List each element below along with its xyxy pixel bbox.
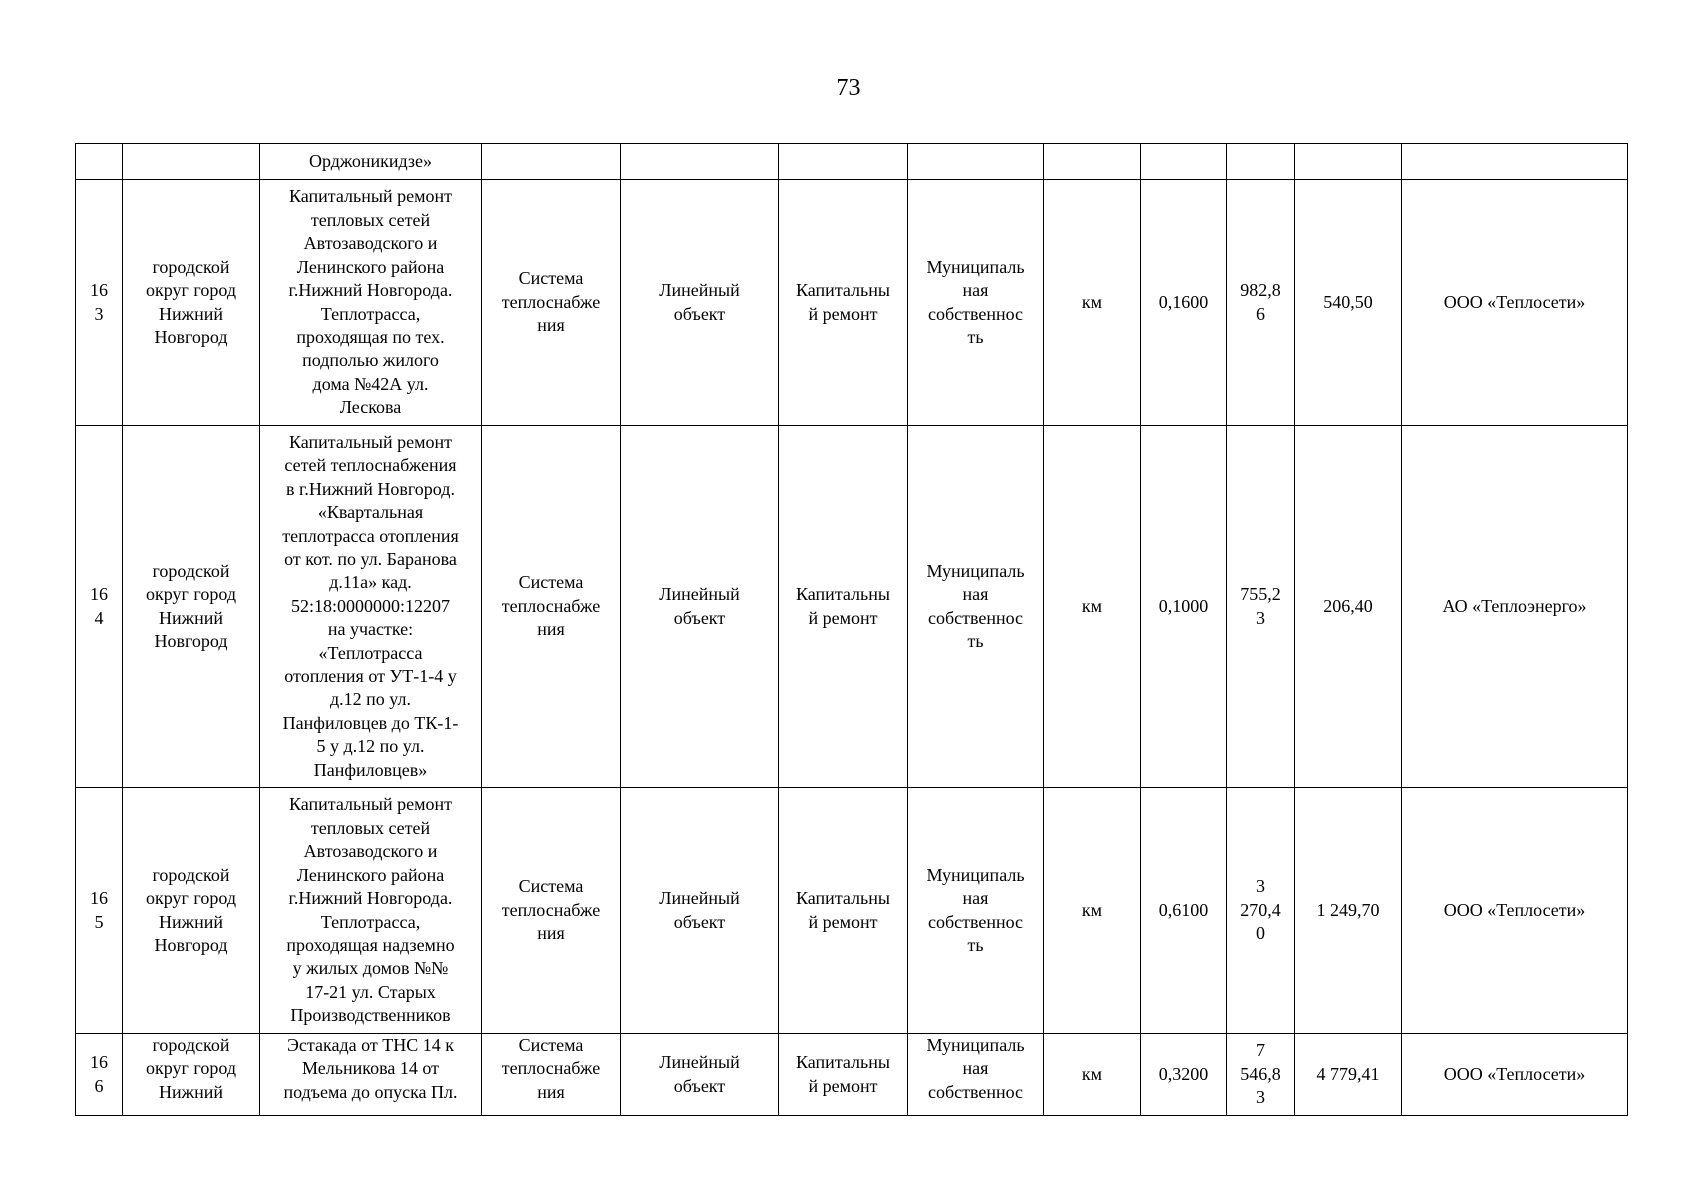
cell-organization: ООО «Теплосети» xyxy=(1402,180,1628,426)
cell-work-type: Капитальны й ремонт xyxy=(779,788,908,1034)
cell-num xyxy=(76,144,123,180)
cell-cost: 7 546,8 3 xyxy=(1227,1034,1295,1116)
cell-length: 0,1000 xyxy=(1141,426,1227,788)
cell-name: Капитальный ремонт тепловых сетей Автозаводского и Ленинского района г.Нижний Новгорода. Теплотрасса, проходящая по тех. подполью жилого дома №42А ул. Лескова xyxy=(260,180,482,426)
cell-amount: 206,40 xyxy=(1295,426,1402,788)
cell-num: 16 3 xyxy=(76,180,123,426)
cell-length xyxy=(1141,144,1227,180)
cell-unit: км xyxy=(1044,788,1141,1034)
cell-num: 16 6 xyxy=(76,1034,123,1116)
page-number: 73 xyxy=(836,75,861,101)
cell-system: Система теплоснабже ния xyxy=(482,1034,621,1116)
cell-organization xyxy=(1402,144,1628,180)
table-row xyxy=(76,180,1628,426)
cell-length: 0,3200 xyxy=(1141,1034,1227,1116)
cell-ownership xyxy=(908,144,1044,180)
cell-name: Орджоникидзе» xyxy=(260,144,482,180)
cell-name: Капитальный ремонт сетей теплоснабжения в г.Нижний Новгород. «Квартальная теплотрасса отопления от кот. по ул. Баранова д.11а» кад. 52:18:0000000:12207 на участке: «Теплотрасса отопления от УТ-1-4 у д.12 по ул. Панфиловцев до ТК-1- 5 у д.12 по ул. Панфиловцев» xyxy=(260,426,482,788)
cell-work-type: Капитальны й ремонт xyxy=(779,1034,908,1116)
cell-system: Система теплоснабже ния xyxy=(482,180,621,426)
cell-territory: городской округ город Нижний Новгород xyxy=(123,426,260,788)
cell-unit xyxy=(1044,144,1141,180)
cell-system: Система теплоснабже ния xyxy=(482,426,621,788)
table-row xyxy=(76,1034,1628,1116)
cell-work-type: Капитальны й ремонт xyxy=(779,180,908,426)
cell-name: Эстакада от ТНС 14 к Мельникова 14 от подъема до опуска Пл. xyxy=(260,1034,482,1116)
projects-table xyxy=(75,143,1628,1116)
cell-work-type xyxy=(779,144,908,180)
cell-object-type xyxy=(621,144,779,180)
cell-unit: км xyxy=(1044,180,1141,426)
cell-amount: 540,50 xyxy=(1295,180,1402,426)
cell-system: Система теплоснабже ния xyxy=(482,788,621,1034)
cell-work-type: Капитальны й ремонт xyxy=(779,426,908,788)
cell-ownership: Муниципаль ная собственнос ть xyxy=(908,426,1044,788)
cell-ownership: Муниципаль ная собственнос ть xyxy=(908,788,1044,1034)
cell-territory: городской округ город Нижний Новгород xyxy=(123,180,260,426)
cell-organization: АО «Теплоэнерго» xyxy=(1402,426,1628,788)
cell-organization: ООО «Теплосети» xyxy=(1402,1034,1628,1116)
cell-num: 16 5 xyxy=(76,788,123,1034)
cell-length: 0,1600 xyxy=(1141,180,1227,426)
cell-ownership: Муниципаль ная собственнос ть xyxy=(908,180,1044,426)
cell-cost xyxy=(1227,144,1295,180)
cell-object-type: Линейный объект xyxy=(621,788,779,1034)
cell-territory: городской округ город Нижний xyxy=(123,1034,260,1116)
cell-amount xyxy=(1295,144,1402,180)
cell-num: 16 4 xyxy=(76,426,123,788)
cell-organization: ООО «Теплосети» xyxy=(1402,788,1628,1034)
cell-cost: 755,2 3 xyxy=(1227,426,1295,788)
cell-unit: км xyxy=(1044,1034,1141,1116)
cell-ownership: Муниципаль ная собственнос xyxy=(908,1034,1044,1116)
cell-cost: 982,8 6 xyxy=(1227,180,1295,426)
cell-territory: городской округ город Нижний Новгород xyxy=(123,788,260,1034)
table-row-continuation xyxy=(76,144,1628,180)
cell-unit: км xyxy=(1044,426,1141,788)
cell-territory xyxy=(123,144,260,180)
cell-cost: 3 270,4 0 xyxy=(1227,788,1295,1034)
cell-length: 0,6100 xyxy=(1141,788,1227,1034)
cell-object-type: Линейный объект xyxy=(621,1034,779,1116)
cell-object-type: Линейный объект xyxy=(621,426,779,788)
table-row xyxy=(76,788,1628,1034)
cell-name: Капитальный ремонт тепловых сетей Автозаводского и Ленинского района г.Нижний Новгорода. Теплотрасса, проходящая надземно у жилых домов №№ 17-21 ул. Старых Производственников xyxy=(260,788,482,1034)
table-row xyxy=(76,426,1628,788)
cell-amount: 4 779,41 xyxy=(1295,1034,1402,1116)
cell-amount: 1 249,70 xyxy=(1295,788,1402,1034)
cell-system xyxy=(482,144,621,180)
cell-object-type: Линейный объект xyxy=(621,180,779,426)
